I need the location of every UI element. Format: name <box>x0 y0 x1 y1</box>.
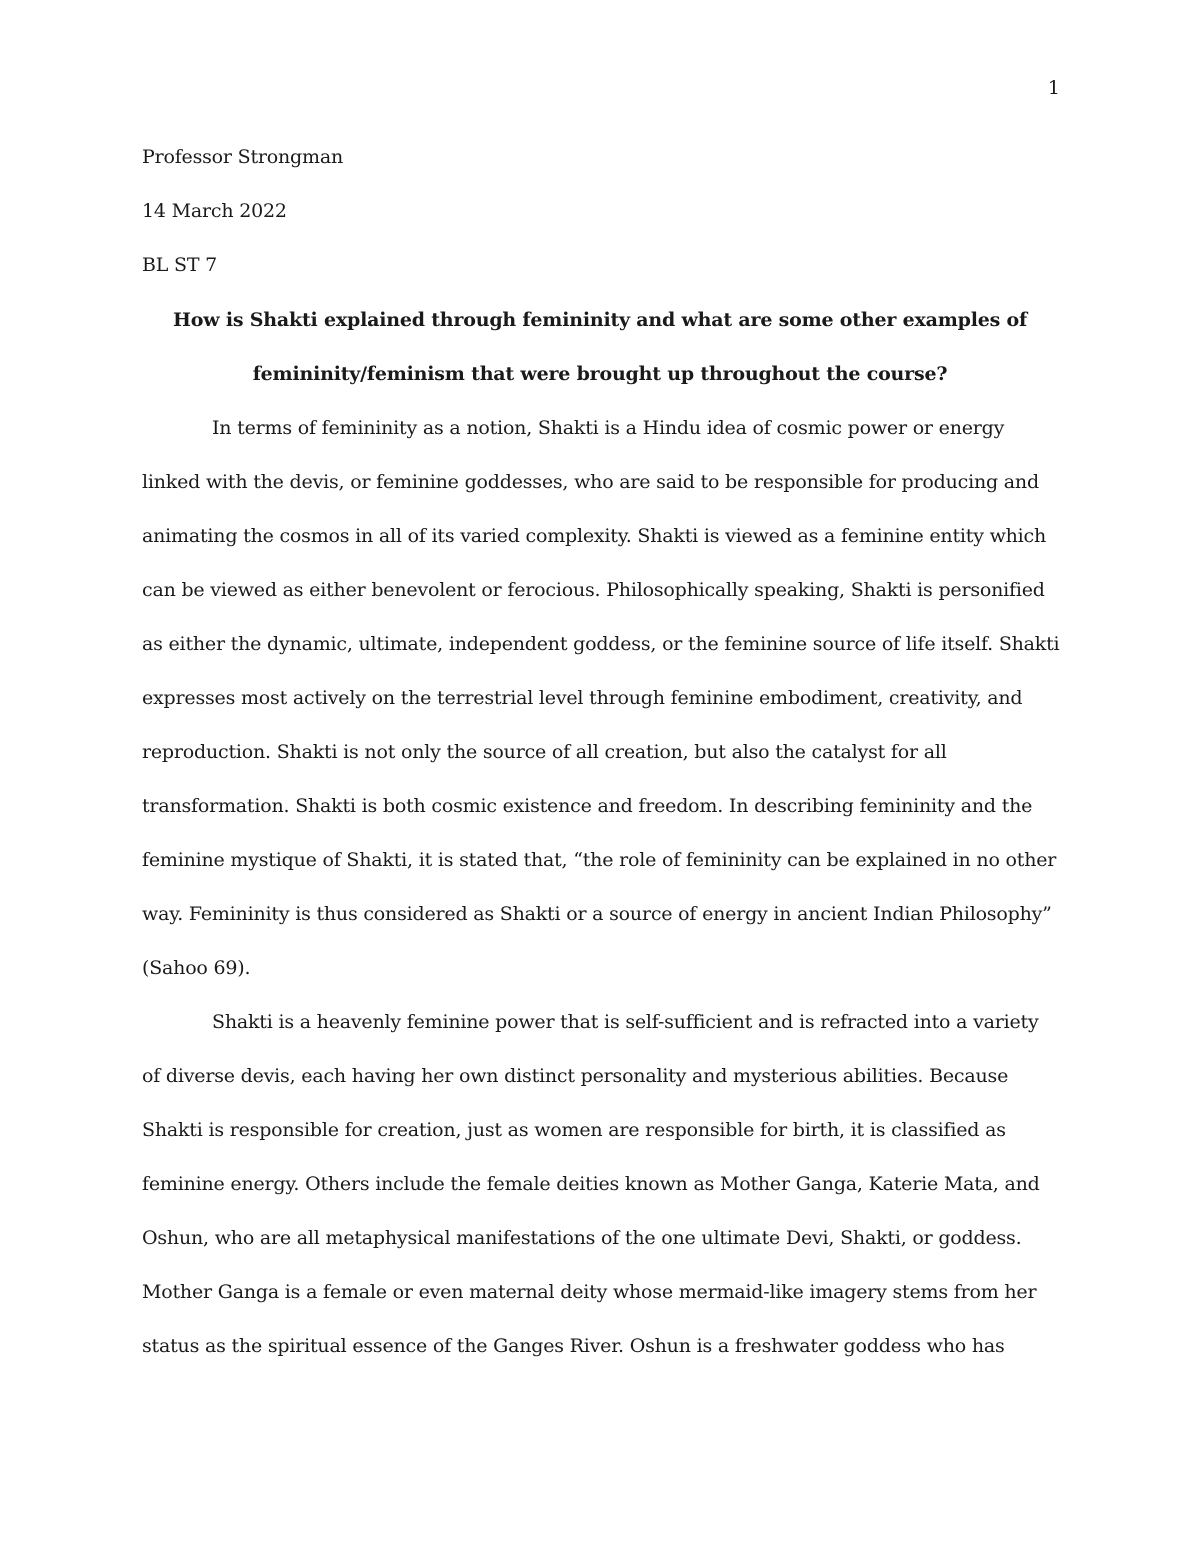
paragraph-line: status as the spiritual essence of the Ganges River. Oshun is a freshwater goddess who has <box>142 1335 1005 1357</box>
paragraph-line: reproduction. Shakti is not only the source of all creation, but also the catalyst for all <box>142 741 947 763</box>
paragraph-line: expresses most actively on the terrestrial level through feminine embodiment, creativity, and <box>142 687 1023 709</box>
paragraph-line: Shakti is a heavenly feminine power that is self-sufficient and is refracted into a variety <box>212 1011 1039 1033</box>
paragraph-line: of diverse devis, each having her own distinct personality and mysterious abilities. Because <box>142 1065 1009 1087</box>
paragraph-line: Mother Ganga is a female or even maternal deity whose mermaid-like imagery stems from her <box>142 1281 1037 1303</box>
professor-name: Professor Strongman <box>142 146 343 168</box>
paragraph-line: Shakti is responsible for creation, just as women are responsible for birth, it is classified as <box>142 1119 1006 1141</box>
paragraph-line: can be viewed as either benevolent or ferocious. Philosophically speaking, Shakti is personified <box>142 579 1045 601</box>
paragraph-line: feminine mystique of Shakti, it is stated that, “the role of femininity can be explained in no other <box>142 849 1057 871</box>
paragraph-line: (Sahoo 69). <box>142 957 251 979</box>
paragraph-line: Oshun, who are all metaphysical manifestations of the one ultimate Devi, Shakti, or goddess. <box>142 1227 1022 1249</box>
paragraph-line: animating the cosmos in all of its varied complexity. Shakti is viewed as a feminine entity which <box>142 525 1047 547</box>
paragraph-line: way. Femininity is thus considered as Shakti or a source of energy in ancient Indian Philosophy” <box>142 903 1052 925</box>
paragraph-line: as either the dynamic, ultimate, independent goddess, or the feminine source of life itself. Shakti <box>142 633 1060 655</box>
paragraph-line: linked with the devis, or feminine goddesses, who are said to be responsible for producing and <box>142 471 1039 493</box>
course-line: BL ST 7 <box>142 254 218 276</box>
paragraph-line: transformation. Shakti is both cosmic existence and freedom. In describing femininity and the <box>142 795 1033 817</box>
paragraph-line: feminine energy. Others include the female deities known as Mother Ganga, Katerie Mata, and <box>142 1173 1040 1195</box>
page-number: 1 <box>1047 77 1060 99</box>
title-line-2: femininity/feminism that were brought up throughout the course? <box>252 363 948 385</box>
date-line: 14 March 2022 <box>142 200 287 222</box>
title-line-1: How is Shakti explained through femininity and what are some other examples of <box>173 309 1027 331</box>
paragraph-line: In terms of femininity as a notion, Shakti is a Hindu idea of cosmic power or energy <box>212 417 1005 439</box>
